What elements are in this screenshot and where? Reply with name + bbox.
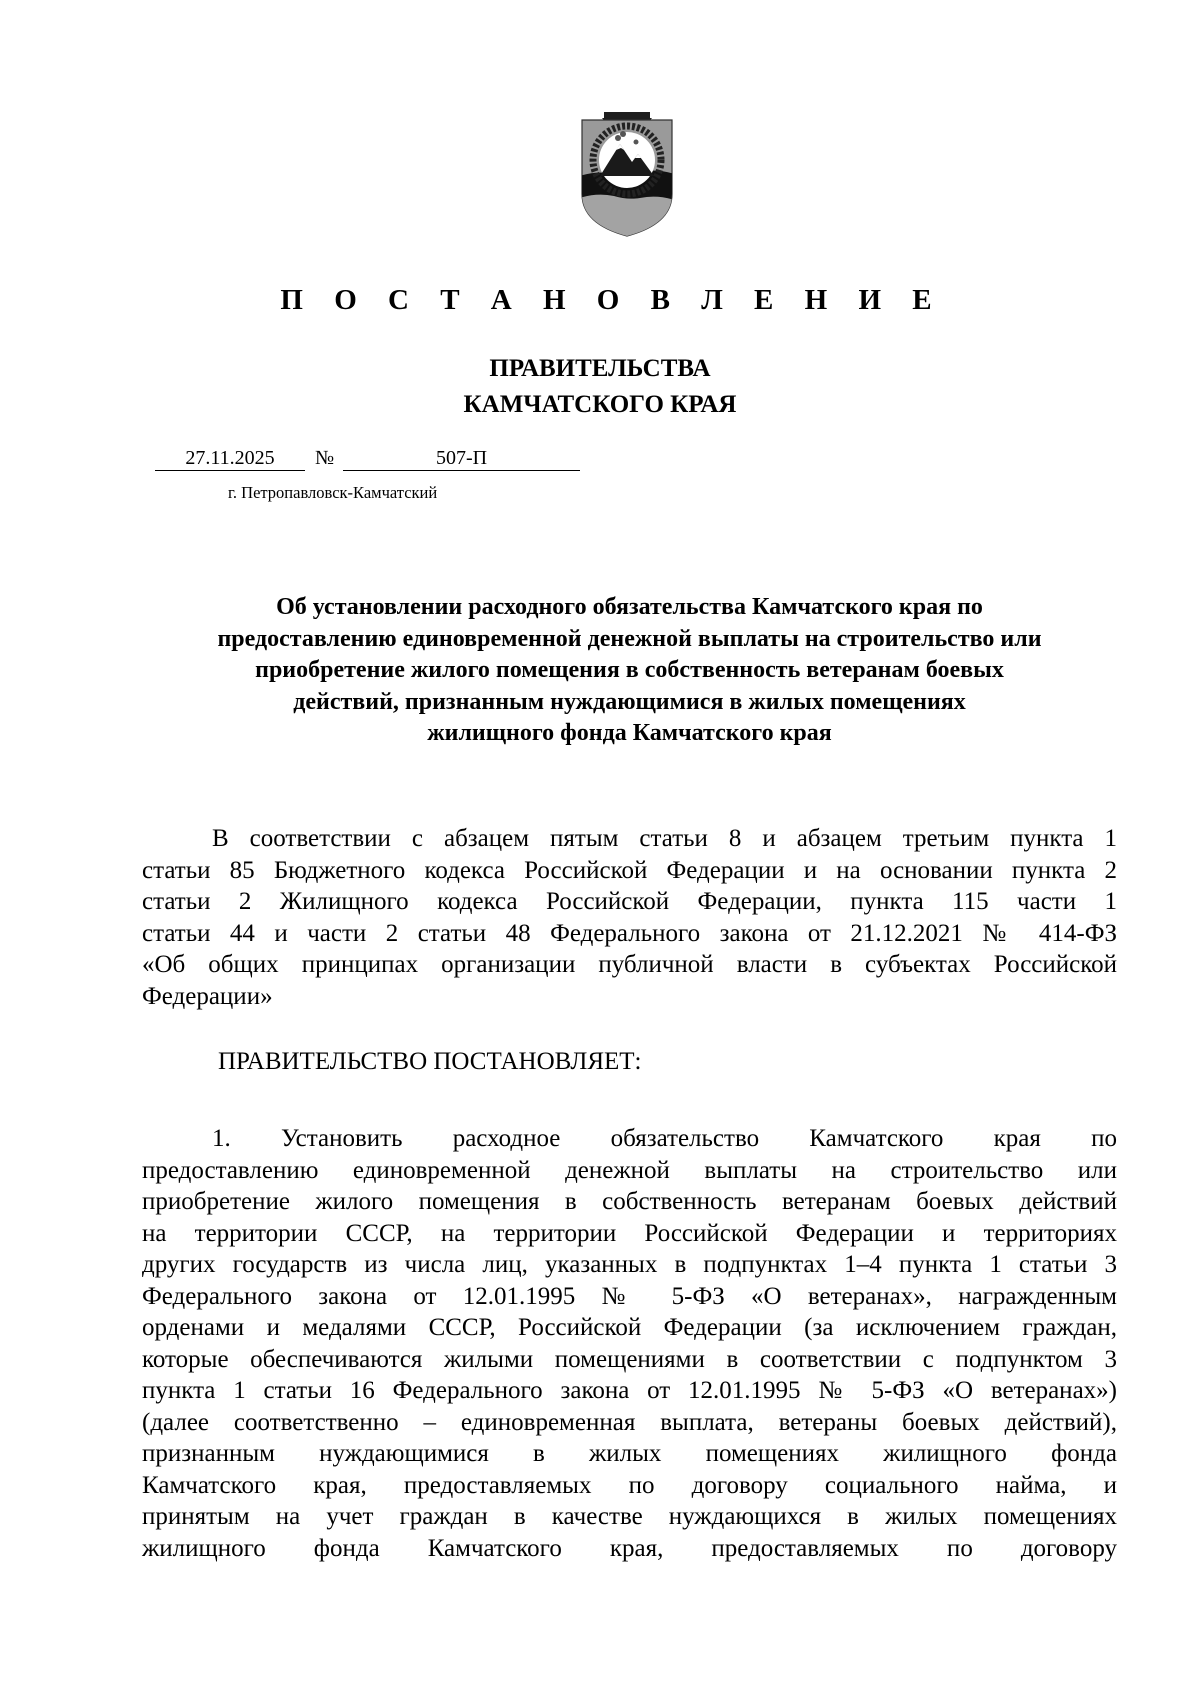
text-line: Федерации» xyxy=(142,982,273,1010)
subject-line: жилищного фонда Камчатского края xyxy=(427,720,832,746)
item-1-paragraph xyxy=(142,1123,1117,1564)
number-sign: № xyxy=(315,447,335,469)
text-line: «Об общих принципах организации публичной власти в субъектах Российской xyxy=(142,951,1117,978)
issuer-line-1: ПРАВИТЕЛЬСТВА xyxy=(489,355,711,382)
text-line: приобретение жилого помещения в собственность ветеранам боевых действий xyxy=(142,1188,1117,1215)
coat-of-arms-icon xyxy=(574,112,680,240)
subject-line: предоставлению единовременной денежной выплаты на строительство или xyxy=(217,625,1042,652)
issue-city: г. Петропавловск-Камчатский xyxy=(228,483,438,502)
text-line: предоставлению единовременной денежной выплаты на строительство или xyxy=(142,1156,1117,1184)
subject-line: Об установлении расходного обязательства Камчатского края по xyxy=(276,594,983,620)
issuer-line-2: КАМЧАТСКОГО КРАЯ xyxy=(463,391,737,418)
text-line: орденами и медалями СССР, Российской Федерации (за исключением граждан, xyxy=(142,1314,1117,1341)
document-subject xyxy=(138,592,1121,750)
text-line: других государств из числа лиц, указанных в подпунктах 1–4 пункта 1 статьи 3 xyxy=(142,1251,1117,1278)
document-date: 27.11.2025 xyxy=(155,446,305,471)
text-line: принятым на учет граждан в качестве нуждающихся в жилых помещениях xyxy=(142,1503,1117,1530)
text-line: статьи 2 Жилищного кодекса Российской Федерации, пункта 115 части 1 xyxy=(142,888,1117,915)
text-line: Камчатского края, предоставляемых по договору социального найма, и xyxy=(142,1471,1117,1499)
text-line: жилищного фонда Камчатского края, предоставляемых по договору xyxy=(142,1534,1117,1562)
text-line: статьи 44 и части 2 статьи 48 Федерального закона от 21.12.2021 № 414-ФЗ xyxy=(142,919,1117,947)
subject-line: действий, признанным нуждающимися в жилых помещениях xyxy=(293,688,966,715)
text-line: признанным нуждающимися в жилых помещениях жилищного фонда xyxy=(142,1440,1117,1467)
text-line: В соответствии с абзацем пятым статьи 8 и абзацем третьим пункта 1 xyxy=(212,825,1117,852)
preamble-paragraph xyxy=(142,823,1117,1012)
text-line: статьи 85 Бюджетного кодекса Российской Федерации и на основании пункта 2 xyxy=(142,856,1117,884)
text-line: на территории СССР, на территории Российской Федерации и территориях xyxy=(142,1219,1117,1247)
text-line: (далее соответственно – единовременная выплата, ветераны боевых действий), xyxy=(142,1408,1117,1436)
subject-line: приобретение жилого помещения в собственность ветеранам боевых xyxy=(255,657,1004,683)
document-type-title: П О С Т А Н О В Л Е Н И Е xyxy=(280,284,944,316)
text-line: пункта 1 статьи 16 Федерального закона от 12.01.1995 № 5-ФЗ «О ветеранах») xyxy=(142,1377,1117,1404)
text-line: 1. Установить расходное обязательство Камчатского края по xyxy=(212,1125,1117,1152)
resolution-heading: ПРАВИТЕЛЬСТВО ПОСТАНОВЛЯЕТ: xyxy=(218,1048,642,1075)
text-line: Федерального закона от 12.01.1995 № 5-ФЗ «О ветеранах», награжденным xyxy=(142,1282,1117,1310)
text-line: которые обеспечиваются жилыми помещениями в соответствии с подпунктом 3 xyxy=(142,1345,1117,1373)
document-number: 507-П xyxy=(343,446,580,471)
